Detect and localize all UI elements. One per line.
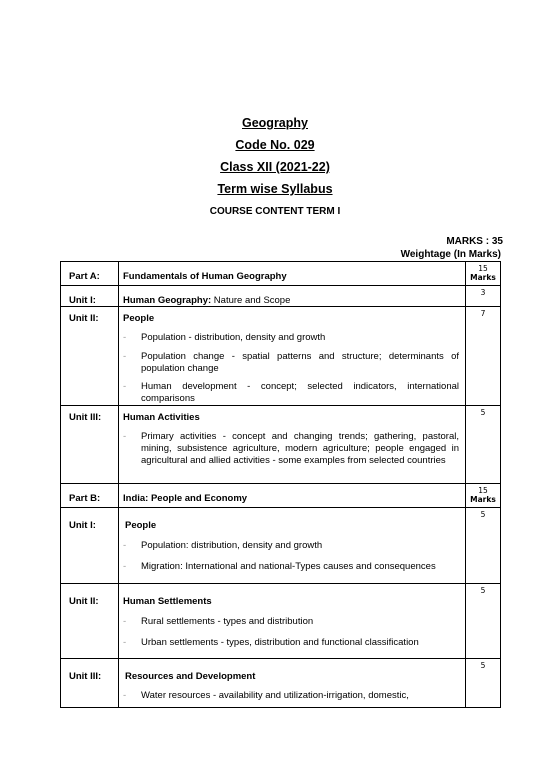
list-item: - Water resources - availability and utilization-irrigation, domestic, bbox=[123, 690, 409, 701]
subject-heading: Geography bbox=[242, 116, 308, 130]
class-heading: Class XII (2021-22) bbox=[220, 160, 330, 174]
table-row bbox=[61, 286, 501, 307]
a-unit1-title: Human Geography: Nature and Scope bbox=[123, 295, 291, 306]
b-unit3-marks: 5 bbox=[480, 661, 486, 670]
b-unit1-marks: 5 bbox=[480, 510, 486, 519]
list-item: - Urban settlements - types, distribution and functional classification bbox=[123, 637, 419, 648]
marks-total: MARKS : 35 bbox=[446, 236, 503, 247]
a-unit3-label: Unit III: bbox=[69, 412, 102, 423]
table-row bbox=[61, 262, 501, 286]
table-row bbox=[61, 484, 501, 508]
b-unit3-title: Resources and Development bbox=[125, 671, 256, 682]
table-row bbox=[61, 406, 501, 484]
b-unit3-label: Unit III: bbox=[69, 671, 102, 682]
weightage-label: Weightage (In Marks) bbox=[400, 249, 501, 260]
part-a-marks: 15 Marks bbox=[470, 264, 496, 282]
a-unit2-title: People bbox=[123, 313, 155, 324]
a-unit1-marks: 3 bbox=[480, 288, 486, 297]
b-unit2-marks: 5 bbox=[480, 586, 486, 595]
a-unit2-marks: 7 bbox=[480, 309, 486, 318]
table-row bbox=[61, 659, 501, 708]
list-item: - Population - distribution, density and growth bbox=[123, 332, 326, 343]
part-a-label: Part A: bbox=[69, 271, 100, 282]
part-a-title: Fundamentals of Human Geography bbox=[123, 271, 287, 282]
a-unit3-marks: 5 bbox=[480, 408, 486, 417]
table-row bbox=[61, 508, 501, 584]
list-item: - Rural settlements - types and distribution bbox=[123, 616, 314, 627]
part-b-title: India: People and Economy bbox=[123, 493, 248, 504]
table-row bbox=[61, 584, 501, 659]
b-unit2-title: Human Settlements bbox=[123, 596, 212, 607]
a-unit3-title: Human Activities bbox=[123, 412, 200, 423]
a-unit1-label: Unit I: bbox=[69, 295, 96, 306]
b-unit2-label: Unit II: bbox=[69, 596, 99, 607]
code-heading: Code No. 029 bbox=[235, 138, 315, 152]
b-unit1-title: People bbox=[125, 520, 157, 531]
syllabus-table bbox=[60, 261, 501, 708]
list-item: - Population: distribution, density and growth bbox=[123, 540, 323, 551]
table-row bbox=[61, 307, 501, 406]
course-content-heading: COURSE CONTENT TERM I bbox=[209, 206, 341, 217]
b-unit1-label: Unit I: bbox=[69, 520, 96, 531]
list-item: - Primary activities - concept and changing trends; gathering, pastoral, mining, subsistence agriculture, modern agriculture; people engaged in agricultural and allied activities - some examples from selected countries bbox=[123, 431, 459, 466]
list-item: - Human development - concept; selected indicators, international comparisons bbox=[123, 381, 459, 404]
list-item: - Population change - spatial patterns and structure; determinants of population change bbox=[123, 351, 459, 374]
syllabus-heading: Term wise Syllabus bbox=[217, 182, 333, 196]
list-item: - Migration: International and national-Types causes and consequences bbox=[123, 561, 436, 572]
part-b-marks: 15 Marks bbox=[470, 486, 496, 504]
a-unit2-label: Unit II: bbox=[69, 313, 99, 324]
part-b-label: Part B: bbox=[69, 493, 101, 504]
